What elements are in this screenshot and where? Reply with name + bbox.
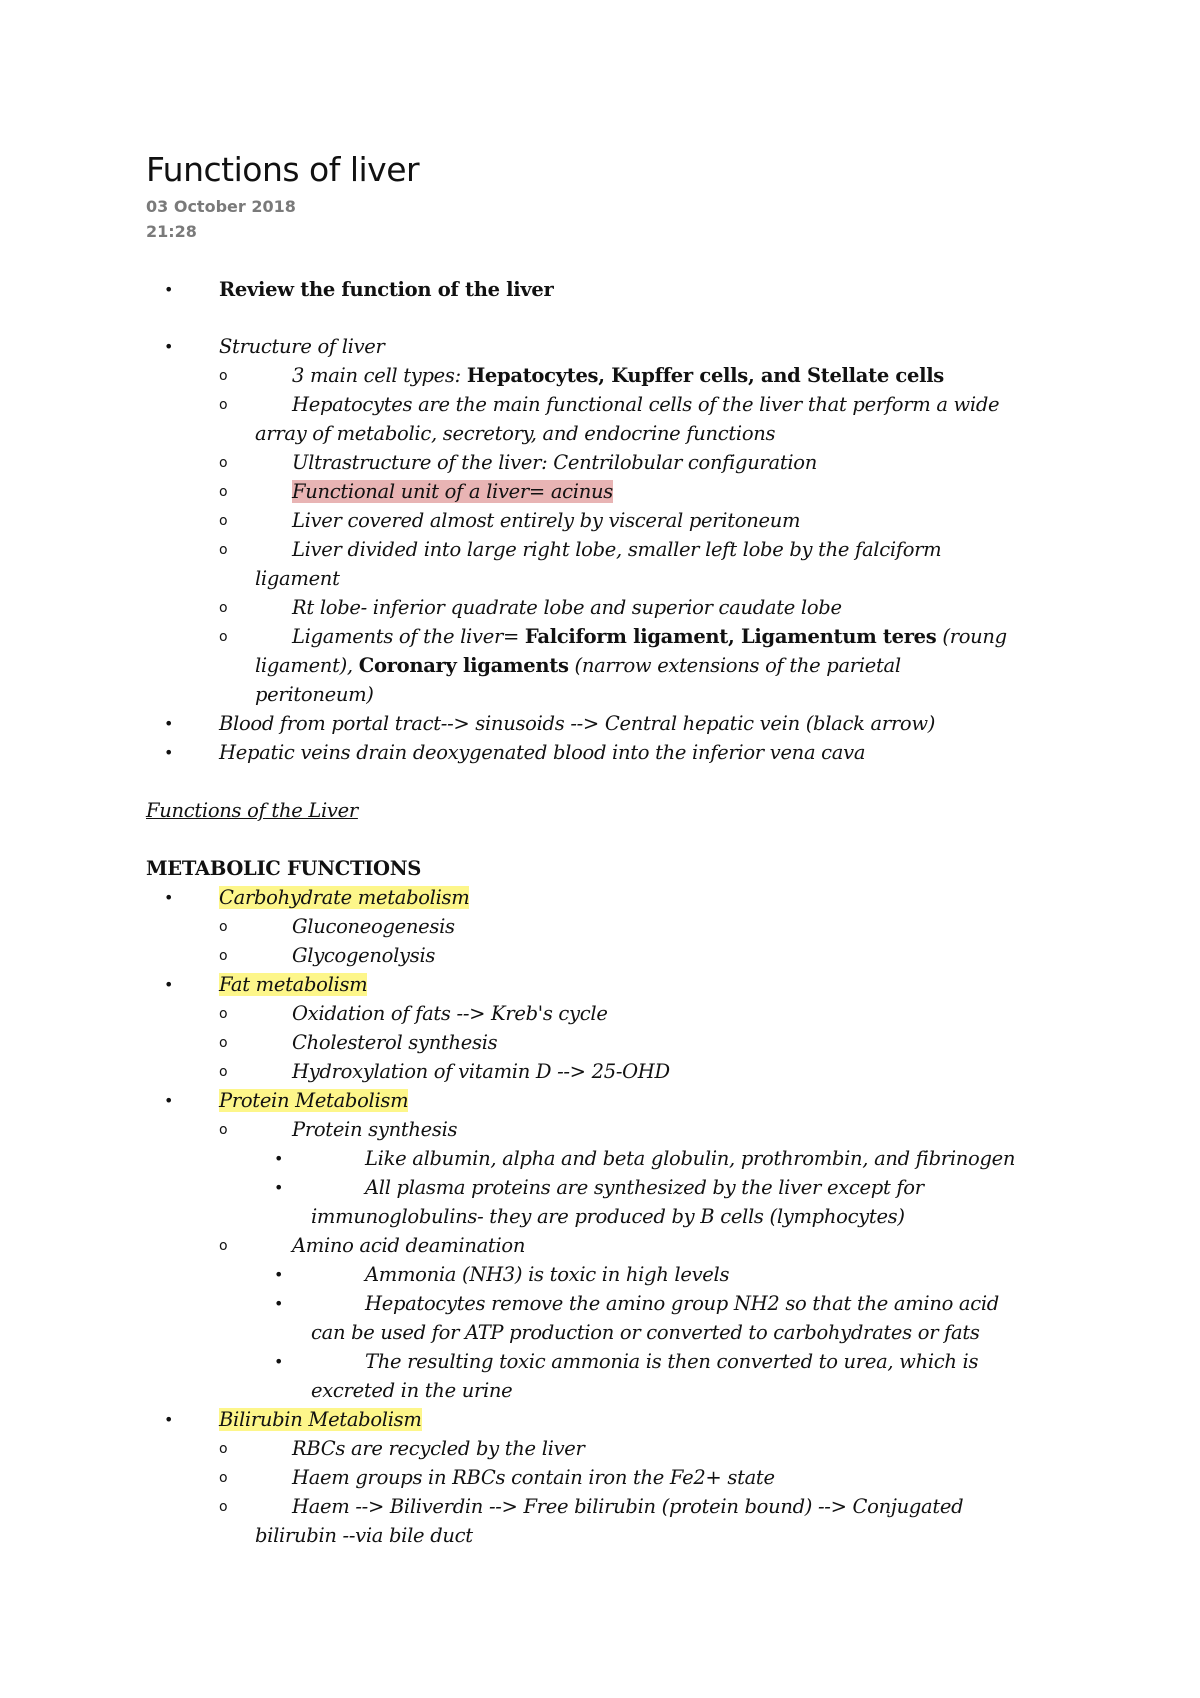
haem-path-line-2: bilirubin --via bile duct — [255, 1524, 473, 1547]
bullet-icon: • — [274, 1149, 284, 1168]
gluconeogenesis-line: Gluconeogenesis — [292, 915, 455, 938]
circle-bullet-icon: o — [219, 513, 228, 529]
bullet-icon: • — [274, 1294, 284, 1313]
circle-bullet-icon: o — [219, 1035, 228, 1051]
circle-bullet-icon: o — [219, 368, 228, 384]
blood-line: Blood from portal tract--> sinusoids --> Central hepatic vein (black arrow) — [219, 712, 936, 735]
carb-line — [219, 884, 469, 912]
ligaments-prefix: Ligaments of the liver= — [292, 625, 525, 648]
bullet-icon: • — [164, 714, 174, 733]
protein-synthesis-line: Protein synthesis — [292, 1118, 458, 1141]
ligaments-bold-1: Falciform ligament, Ligamentum teres — [524, 625, 937, 648]
ligaments2-after: (narrow extensions of the parietal — [568, 654, 901, 677]
nh2-line-2: can be used for ATP production or converted to carbohydrates or fats — [311, 1321, 980, 1344]
page-title: Functions of liver — [146, 150, 420, 189]
bullet-icon: • — [164, 975, 174, 994]
haem-path-line-1: Haem --> Biliverdin --> Free bilirubin (protein bound) --> Conjugated — [292, 1495, 964, 1518]
cell-types-line — [292, 362, 944, 390]
bullet-icon: • — [274, 1352, 284, 1371]
bullet-icon: • — [164, 1091, 174, 1110]
review-heading: Review the function of the liver — [219, 278, 554, 301]
bullet-icon: • — [274, 1265, 284, 1284]
ligaments-line-1 — [292, 623, 1007, 651]
circle-bullet-icon: o — [219, 629, 228, 645]
bullet-icon: • — [164, 280, 174, 299]
urea-line-2: excreted in the urine — [311, 1379, 513, 1402]
functional-unit-line — [292, 478, 613, 506]
fat-line — [219, 971, 367, 999]
circle-bullet-icon: o — [219, 1064, 228, 1080]
rbc-line: RBCs are recycled by the liver — [292, 1437, 585, 1460]
circle-bullet-icon: o — [219, 1122, 228, 1138]
ligaments2-prefix: ligament), — [255, 654, 359, 677]
hepatocytes-line-1: Hepatocytes are the main functional cells of the liver that perform a wide — [292, 393, 1000, 416]
bullet-icon: • — [274, 1178, 284, 1197]
circle-bullet-icon: o — [219, 1441, 228, 1457]
circle-bullet-icon: o — [219, 1470, 228, 1486]
cell-types-bold: Hepatocytes, Kupffer cells, and Stellate cells — [466, 364, 944, 387]
ligaments-after-1: (roung — [936, 625, 1007, 648]
circle-bullet-icon: o — [219, 455, 228, 471]
page-time: 21:28 — [146, 222, 197, 241]
peritoneum-line: Liver covered almost entirely by visceral peritoneum — [292, 509, 801, 532]
ammonia-line: Ammonia (NH3) is toxic in high levels — [365, 1263, 730, 1286]
structure-item: Structure of liver — [219, 335, 385, 358]
carb-highlight: Carbohydrate metabolism — [219, 886, 470, 909]
circle-bullet-icon: o — [219, 600, 228, 616]
glycogenolysis-line: Glycogenolysis — [292, 944, 436, 967]
bilirubin-line — [219, 1406, 422, 1434]
haem-line: Haem groups in RBCs contain iron the Fe2+ state — [292, 1466, 775, 1489]
ultrastructure-line: Ultrastructure of the liver: Centrilobular configuration — [292, 451, 818, 474]
circle-bullet-icon: o — [219, 1006, 228, 1022]
vitamin-d-line: Hydroxylation of vitamin D --> 25-OHD — [292, 1060, 670, 1083]
ligaments-bold-2: Coronary ligaments — [358, 654, 569, 677]
circle-bullet-icon: o — [219, 1499, 228, 1515]
circle-bullet-icon: o — [219, 542, 228, 558]
plasma-line-1: All plasma proteins are synthesized by the liver except for — [365, 1176, 924, 1199]
fat-highlight: Fat metabolism — [219, 973, 368, 996]
circle-bullet-icon: o — [219, 948, 228, 964]
circle-bullet-icon: o — [219, 397, 228, 413]
urea-line-1: The resulting toxic ammonia is then converted to urea, which is — [365, 1350, 979, 1373]
cholesterol-line: Cholesterol synthesis — [292, 1031, 498, 1054]
bullet-icon: • — [164, 1410, 174, 1429]
bilirubin-highlight: Bilirubin Metabolism — [219, 1408, 422, 1431]
deamination-line: Amino acid deamination — [292, 1234, 526, 1257]
lobes-line-2: ligament — [255, 567, 340, 590]
bullet-icon: • — [164, 337, 174, 356]
nh2-line-1: Hepatocytes remove the amino group NH2 so that the amino acid — [365, 1292, 999, 1315]
cell-types-prefix: 3 main cell types: — [292, 364, 467, 387]
lobes-line-1: Liver divided into large right lobe, smaller left lobe by the falciform — [292, 538, 942, 561]
ligaments-line-3: peritoneum) — [255, 683, 374, 706]
functions-heading: Functions of the Liver — [146, 799, 358, 822]
plasma-line-2: immunoglobulins- they are produced by B cells (lymphocytes) — [311, 1205, 905, 1228]
functional-unit-highlight: Functional unit of a liver= acinus — [292, 480, 613, 503]
ligaments-line-2 — [255, 652, 901, 680]
oxidation-line: Oxidation of fats --> Kreb's cycle — [292, 1002, 608, 1025]
circle-bullet-icon: o — [219, 919, 228, 935]
albumin-line: Like albumin, alpha and beta globulin, prothrombin, and fibrinogen — [365, 1147, 1016, 1170]
protein-highlight: Protein Metabolism — [219, 1089, 409, 1112]
circle-bullet-icon: o — [219, 1238, 228, 1254]
metabolic-heading: METABOLIC FUNCTIONS — [146, 857, 422, 880]
page-date: 03 October 2018 — [146, 197, 296, 216]
hepatocytes-line-2: array of metabolic, secretory, and endocrine functions — [255, 422, 776, 445]
hepatic-veins-line: Hepatic veins drain deoxygenated blood into the inferior vena cava — [219, 741, 866, 764]
bullet-icon: • — [164, 743, 174, 762]
bullet-icon: • — [164, 888, 174, 907]
rt-lobe-line: Rt lobe- inferior quadrate lobe and superior caudate lobe — [292, 596, 842, 619]
protein-line — [219, 1087, 408, 1115]
circle-bullet-icon: o — [219, 484, 228, 500]
